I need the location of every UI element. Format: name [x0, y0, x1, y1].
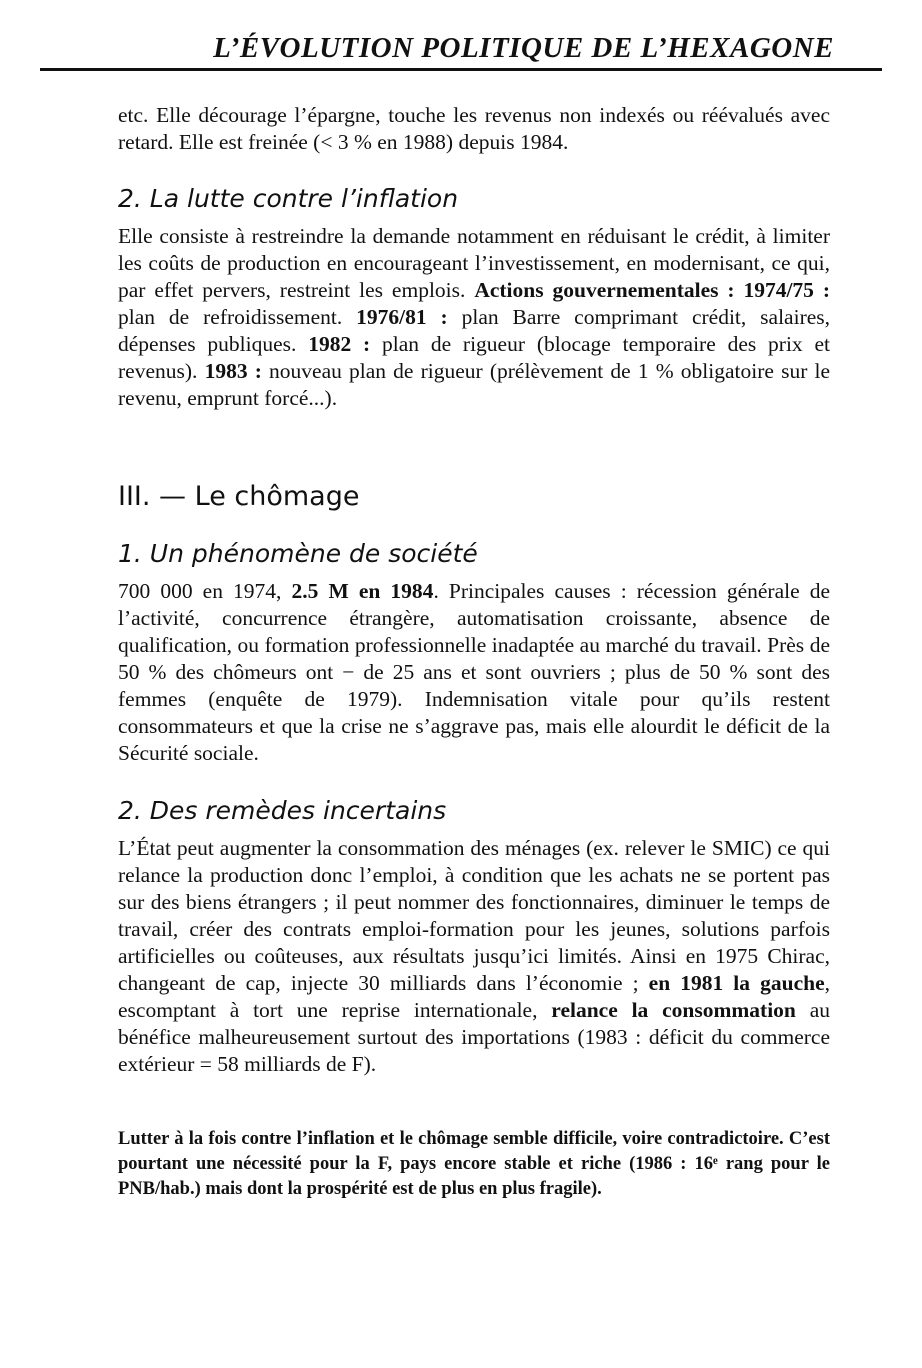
year-1982-text: plan de rigueur (blocage temporaire des prix et revenus).	[118, 332, 830, 383]
inflation-paragraph	[118, 223, 830, 412]
section-chomage	[118, 480, 830, 514]
subsection-heading-remedes: 2. Des remèdes incertains	[118, 796, 447, 825]
remedes-paragraph	[118, 835, 830, 1078]
remedes-text-3: au bénéfice malheureusement surtout des importations (1983 : déficit du commerce extérieur = 58 milliards de F).	[118, 998, 830, 1076]
period-1976-text: plan Barre comprimant crédit, salaires, dépenses publiques.	[118, 305, 831, 356]
remedes-text-2: , escomptant à tort une reprise internationale,	[118, 971, 830, 1022]
remedes-text-1: L’État peut augmenter la consommation des ménages (ex. relever le SMIC) ce qui relance la production donc l’emploi, à condition que les achats ne se portent pas sur des biens étrangers ; il peut nommer des fonctionnaires, diminuer le temps de travail, créer des contrats emploi-formation pour les jeunes, solutions parfois artificielles ou coûteuses, aux résultats jusqu’ici limités. Ainsi en 1975 Chirac, changeant de cap, injecte 30 milliards dans l’économie ;	[118, 836, 830, 995]
running-header-title: L’ÉVOLUTION POLITIQUE DE L’HEXAGONE	[213, 32, 834, 64]
actions-text: plan de refroidissement.	[118, 305, 343, 329]
phenomene-text: . Principales causes : récession générale de l’activité, concurrence étrangère, automatisation croissante, absence de qualification, ou formation professionnelle inadaptée au marché du travail. Près de 50 % des chômeurs ont − de 25 ans et sont ouvriers ; plus de 50 % sont des femmes (enquête de 1979). Indemnisation vitale pour qu’ils restent consommateurs et que la crise ne s’aggrave pas, mais elle alourdit le déficit de la Sécurité sociale.	[118, 579, 831, 765]
section-heading-chomage: III. — Le chômage	[118, 481, 360, 512]
remedes-bold-2: relance la consommation	[551, 998, 796, 1022]
conclusion-paragraph: Lutter à la fois contre l’inflation et le chômage semble difficile, voire contradictoire. C’est pourtant une nécessité pour la F, pays encore stable et riche (1986 : 16ᵉ rang pour le PNB/hab.) mais dont la prospérité est de plus en plus fragile).	[118, 1129, 830, 1199]
subsection-remedes	[118, 795, 830, 1078]
section-inflation	[118, 183, 830, 412]
header-rule	[40, 68, 882, 71]
actions-label: Actions gouvernementales : 1974/75 :	[474, 278, 830, 302]
subsection-phenomene	[118, 538, 830, 767]
section-heading-inflation: 2. La lutte contre l’inflation	[118, 184, 459, 213]
subsection-heading-phenomene: 1. Un phénomène de société	[118, 539, 478, 568]
remedes-bold-1: en 1981 la gauche	[648, 971, 825, 995]
year-1983-text: nouveau plan de rigueur (prélèvement de 1 % obligatoire sur le revenu, emprunt forcé...).	[118, 359, 831, 410]
conclusion-block	[118, 1127, 830, 1202]
phenomene-lead: 700 000 en 1974,	[118, 579, 282, 603]
year-1982-label: 1982 :	[308, 332, 371, 356]
phenomene-bold: 2.5 M en 1984	[291, 579, 434, 603]
year-1983-label: 1983 :	[204, 359, 262, 383]
intro-block	[118, 102, 830, 156]
intro-paragraph: etc. Elle décourage l’épargne, touche les revenus non indexés ou réévalués avec retard. Elle est freinée (< 3 % en 1988) depuis 1984.	[118, 103, 830, 154]
period-1976-label: 1976/81 :	[356, 305, 448, 329]
inflation-text: Elle consiste à restreindre la demande notamment en réduisant le crédit, à limiter les coûts de production en encourageant l’investissement, en modernisant, ce qui, par effet pervers, restreint les emplois.	[118, 224, 830, 302]
phenomene-paragraph	[118, 578, 830, 767]
